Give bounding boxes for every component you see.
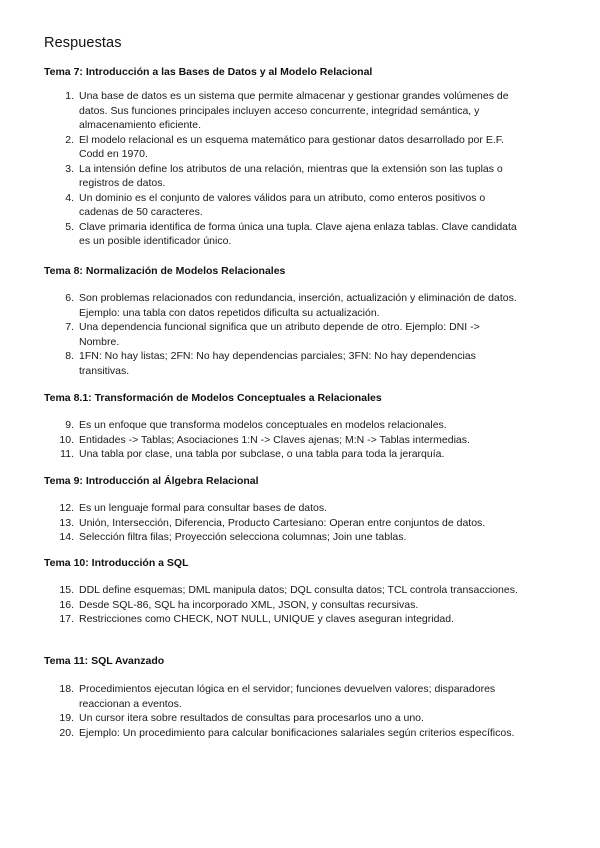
- item-text: Una dependencia funcional significa que un atributo depende de otro. Ejemplo: DNI -> Nombre.: [79, 321, 480, 348]
- list-item: [0, 726, 600, 741]
- item-number: 5.: [65, 220, 74, 233]
- item-text: Una tabla por clase, una tabla por subclase, o una tabla para toda la jerarquía.: [79, 448, 445, 460]
- item-text: El modelo relacional es un esquema matemático para gestionar datos desarrollado por E.F. Codd en 1970.: [79, 133, 504, 160]
- answer-list-tema-8: [0, 291, 600, 378]
- answer-list-tema-7: [0, 89, 600, 249]
- list-item: [0, 530, 600, 545]
- item-number: 18.: [59, 683, 74, 695]
- list-item: [0, 583, 600, 598]
- item-number: 13.: [59, 516, 74, 529]
- item-number: 7.: [65, 321, 74, 333]
- section-heading-tema-11: Tema 11: SQL Avanzado: [44, 655, 165, 667]
- list-item: [0, 447, 600, 462]
- list-item: [0, 349, 600, 378]
- item-text: La intensión define los atributos de una relación, mientras que la extensión son las tuplas o registros de datos.: [79, 162, 503, 189]
- list-item: [0, 418, 600, 433]
- item-number: 19.: [59, 712, 74, 724]
- list-item: [0, 89, 600, 133]
- section-heading-tema-8: Tema 8: Normalización de Modelos Relacionales: [44, 265, 286, 277]
- item-text: 1FN: No hay listas; 2FN: No hay dependencias parciales; 3FN: No hay dependencias transitivas.: [79, 350, 476, 377]
- item-number: 12.: [59, 502, 74, 514]
- item-number: 15.: [59, 584, 74, 596]
- item-number: 8.: [65, 350, 74, 362]
- list-item: [0, 191, 600, 220]
- item-number: 4.: [65, 191, 74, 204]
- section-heading-tema-8-1: Tema 8.1: Transformación de Modelos Conceptuales a Relacionales: [44, 392, 382, 404]
- section-heading-tema-9: Tema 9: Introducción al Álgebra Relacional: [44, 475, 259, 487]
- list-item: [0, 133, 600, 162]
- item-text: Son problemas relacionados con redundancia, inserción, actualización y eliminación de datos. Ejemplo: una tabla con datos repetidos dificulta su actualización.: [79, 292, 517, 319]
- list-item: [0, 162, 600, 191]
- section-heading-tema-10: Tema 10: Introducción a SQL: [44, 557, 189, 569]
- list-item: [0, 516, 600, 531]
- item-number: 11.: [60, 448, 74, 460]
- answer-list-tema-10: [0, 583, 600, 627]
- list-item: [0, 711, 600, 726]
- item-text: Clave primaria identifica de forma única una tupla. Clave ajena enlaza tablas. Clave candidata es un posible identificador único.: [79, 220, 517, 247]
- answer-list-tema-8-1: [0, 418, 600, 462]
- item-text: Es un enfoque que transforma modelos conceptuales en modelos relacionales.: [79, 419, 447, 431]
- page-title: Respuestas: [44, 35, 122, 51]
- item-text: DDL define esquemas; DML manipula datos; DQL consulta datos; TCL controla transacciones.: [79, 584, 518, 596]
- item-number: 20.: [59, 726, 74, 739]
- item-text: Desde SQL-86, SQL ha incorporado XML, JSON, y consultas recursivas.: [79, 598, 419, 611]
- list-item: [0, 682, 600, 711]
- item-text: Entidades -> Tablas; Asociaciones 1:N -> Claves ajenas; M:N -> Tablas intermedias.: [79, 433, 470, 446]
- item-text: Unión, Intersección, Diferencia, Producto Cartesiano: Operan entre conjuntos de datos.: [79, 516, 486, 529]
- item-text: Un cursor itera sobre resultados de consultas para procesarlos uno a uno.: [79, 712, 424, 724]
- answer-list-tema-11: [0, 682, 600, 740]
- item-number: 3.: [65, 162, 74, 175]
- item-text: Un dominio es el conjunto de valores válidos para un atributo, como enteros positivos o cadenas de 50 caracteres.: [79, 191, 486, 218]
- item-text: Es un lenguaje formal para consultar bases de datos.: [79, 502, 328, 514]
- list-item: [0, 433, 600, 448]
- list-item: [0, 501, 600, 516]
- item-number: 16.: [59, 598, 74, 611]
- item-number: 10.: [59, 433, 74, 446]
- list-item: [0, 220, 600, 249]
- list-item: [0, 291, 600, 320]
- item-text: Restricciones como CHECK, NOT NULL, UNIQUE y claves aseguran integridad.: [79, 613, 455, 625]
- item-number: 2.: [65, 133, 74, 146]
- section-heading-tema-7: Tema 7: Introducción a las Bases de Datos y al Modelo Relacional: [44, 66, 373, 78]
- item-number: 14.: [59, 531, 74, 543]
- answer-list-tema-9: [0, 501, 600, 545]
- item-text: Ejemplo: Un procedimiento para calcular bonificaciones salariales según criterios específicos.: [79, 726, 515, 739]
- item-number: 9.: [65, 419, 74, 431]
- item-text: Procedimientos ejecutan lógica en el servidor; funciones devuelven valores; disparadores reaccionan a eventos.: [79, 683, 496, 710]
- item-number: 6.: [65, 292, 74, 304]
- list-item: [0, 612, 600, 627]
- item-number: 17.: [59, 613, 74, 625]
- item-text: Selección filtra filas; Proyección selecciona columnas; Join une tablas.: [79, 531, 407, 543]
- list-item: [0, 598, 600, 613]
- item-text: Una base de datos es un sistema que permite almacenar y gestionar grandes volúmenes de datos. Sus funciones principales incluyen acceso concurrente, integridad semántica, y almacenamiento eficiente.: [79, 90, 509, 131]
- item-number: 1.: [65, 90, 74, 102]
- list-item: [0, 320, 600, 349]
